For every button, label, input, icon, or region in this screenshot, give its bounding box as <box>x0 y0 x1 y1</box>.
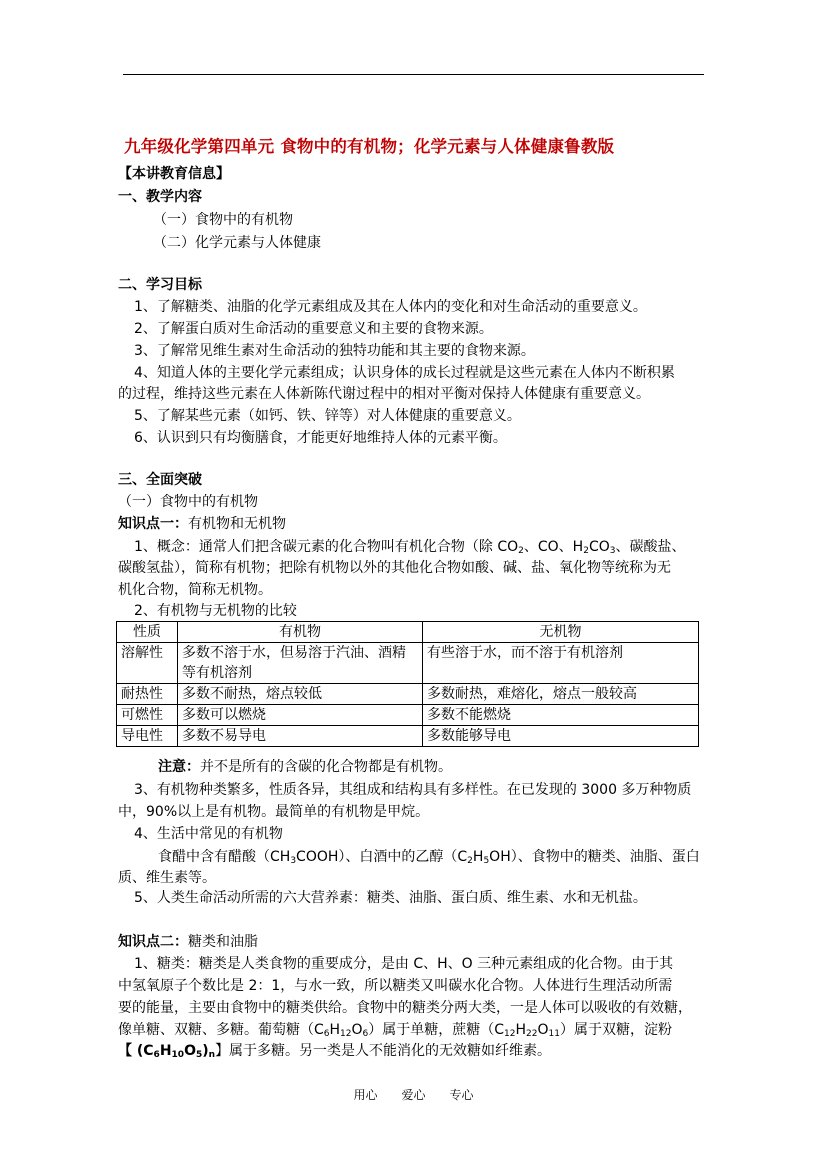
table-cell: 耐热性 <box>117 684 178 705</box>
knowledge-point-1 <box>118 514 286 534</box>
kp-title: 糖类和油脂 <box>188 934 258 950</box>
paragraph-3-continued: 中，90%以上是有机物。最简单的有机物是甲烷。 <box>118 804 430 820</box>
table-row <box>117 684 699 705</box>
table-header: 性质 <box>117 622 178 643</box>
kp-title: 有机物和无机物 <box>188 516 286 532</box>
table-cell: 多数可以燃烧 <box>178 705 423 726</box>
goal-item: 4、知道人体的主要化学元素组成；认识身体的成长过程就是这些元素在人体内不断积累 <box>134 365 675 381</box>
table-cell: 多数耐热，难熔化，熔点一般较高 <box>423 684 699 705</box>
table-cell: 多数能够导电 <box>423 726 699 747</box>
sugar-line: 像单糖、双糖、多糖。葡萄糖$(C_6H_{12}O_6)$属于单糖，蔗糖$(C_{12}H_{22}O_{11})$属于双糖，淀粉 <box>118 1022 672 1039</box>
paragraph-4-line: 食醋中含有醋酸$(CH_3COOH)$、白酒中的乙醇$(C_2H_5OH)$、食物中的糖类、油脂、蛋白 <box>158 849 700 866</box>
sugar-line: 要的能量，主要由食物中的糖类供给。食物中的糖类分两大类，一是人体可以吸收的有效糖， <box>118 1000 692 1016</box>
comparison-table <box>116 621 699 747</box>
sugar-line: 中氢氧原子个数比是 2：1，与水一致，所以糖类又叫碳水化合物。人体进行生理活动所需 <box>118 978 673 994</box>
table-header-row <box>117 622 699 643</box>
goal-item: 5、了解某些元素（如钙、铁、锌等）对人体健康的重要意义。 <box>134 408 521 424</box>
sugar-line: 【 $(C_6H_{10}O_5)_n$】属于多糖。另一类是人不能消化的无效糖如纤维素。 <box>118 1043 552 1060</box>
note-line <box>158 757 452 777</box>
info-header: 【本讲教育信息】 <box>118 166 230 182</box>
table-cell: 可燃性 <box>117 705 178 726</box>
table-cell: 导电性 <box>117 726 178 747</box>
goal-item: 1、了解糖类、油脂的化学元素组成及其在人体内的变化和对生命活动的重要意义。 <box>134 299 647 315</box>
section1-item: （一）食物中的有机物 <box>153 212 293 228</box>
kp-label: 知识点一： <box>118 516 188 532</box>
table-row <box>117 643 699 684</box>
table-cell: 多数不耐热，熔点较低 <box>178 684 423 705</box>
table-cell: 多数不能燃烧 <box>423 705 699 726</box>
goal-item: 6、认识到只有均衡膳食，才能更好地维持人体的元素平衡。 <box>134 430 507 446</box>
table-row <box>117 705 699 726</box>
goal-item: 2、了解蛋白质对生命活动的重要意义和主要的食物来源。 <box>134 321 493 337</box>
table-header: 有机物 <box>178 622 423 643</box>
subsection-title: （一）食物中的有机物 <box>118 494 258 510</box>
compare-title: 2、有机物与无机物的比较 <box>134 603 297 619</box>
table-cell: 多数不易导电 <box>178 726 423 747</box>
concept-line: 机化合物，简称无机物。 <box>118 582 272 598</box>
paragraph-4-continued: 质、维生素等。 <box>118 870 216 886</box>
section1-heading: 一、教学内容 <box>118 189 202 205</box>
goal-item: 3、了解常见维生素对生命活动的独特功能和其主要的食物来源。 <box>134 343 535 359</box>
section2-heading: 二、学习目标 <box>118 277 202 293</box>
section1-item: （二）化学元素与人体健康 <box>153 235 321 251</box>
section3-heading: 三、全面突破 <box>118 472 202 488</box>
page-footer: 用心 爱心 专心 <box>353 1088 474 1102</box>
knowledge-point-2 <box>118 932 258 952</box>
header-rule <box>123 74 704 75</box>
table-row <box>117 726 699 747</box>
paragraph-5: 5、人类生命活动所需的六大营养素：糖类、油脂、蛋白质、维生素、水和无机盐。 <box>134 890 647 906</box>
kp-label: 知识点二： <box>118 934 188 950</box>
document-title: 九年级化学第四单元 食物中的有机物；化学元素与人体健康鲁教版 <box>124 137 615 156</box>
table-cell: 溶解性 <box>117 643 178 684</box>
sugar-line: 1、糖类：糖类是人类食物的重要成分，是由 C、H、O 三种元素组成的化合物。由于其 <box>134 956 674 972</box>
paragraph-3: 3、有机物种类繁多，性质各异，其组成和结构具有多样性。在已发现的 3000 多万种物质 <box>134 782 692 798</box>
paragraph-4-title: 4、生活中常见的有机物 <box>134 826 283 842</box>
table-header: 无机物 <box>423 622 699 643</box>
table-cell: 多数不溶于水，但易溶于汽油、酒精等有机溶剂 <box>178 643 423 684</box>
table-cell: 有些溶于水，而不溶于有机溶剂 <box>423 643 699 684</box>
note-label: 注意： <box>158 759 200 775</box>
note-text: 并不是所有的含碳的化合物都是有机物。 <box>200 759 452 775</box>
concept-line: 碳酸氢盐），简称有机物；把除有机物以外的其他化合物如酸、碱、盐、氧化物等统称为无 <box>118 560 671 576</box>
concept-line: 1、概念：通常人们把含碳元素的化合物叫有机化合物（除 $CO_2$、CO、$H_2CO_3$、碳酸盐、 <box>134 539 686 556</box>
goal-item-continued: 的过程，维持这些元素在人体新陈代谢过程中的相对平衡对保持人体健康有重要意义。 <box>118 386 650 402</box>
